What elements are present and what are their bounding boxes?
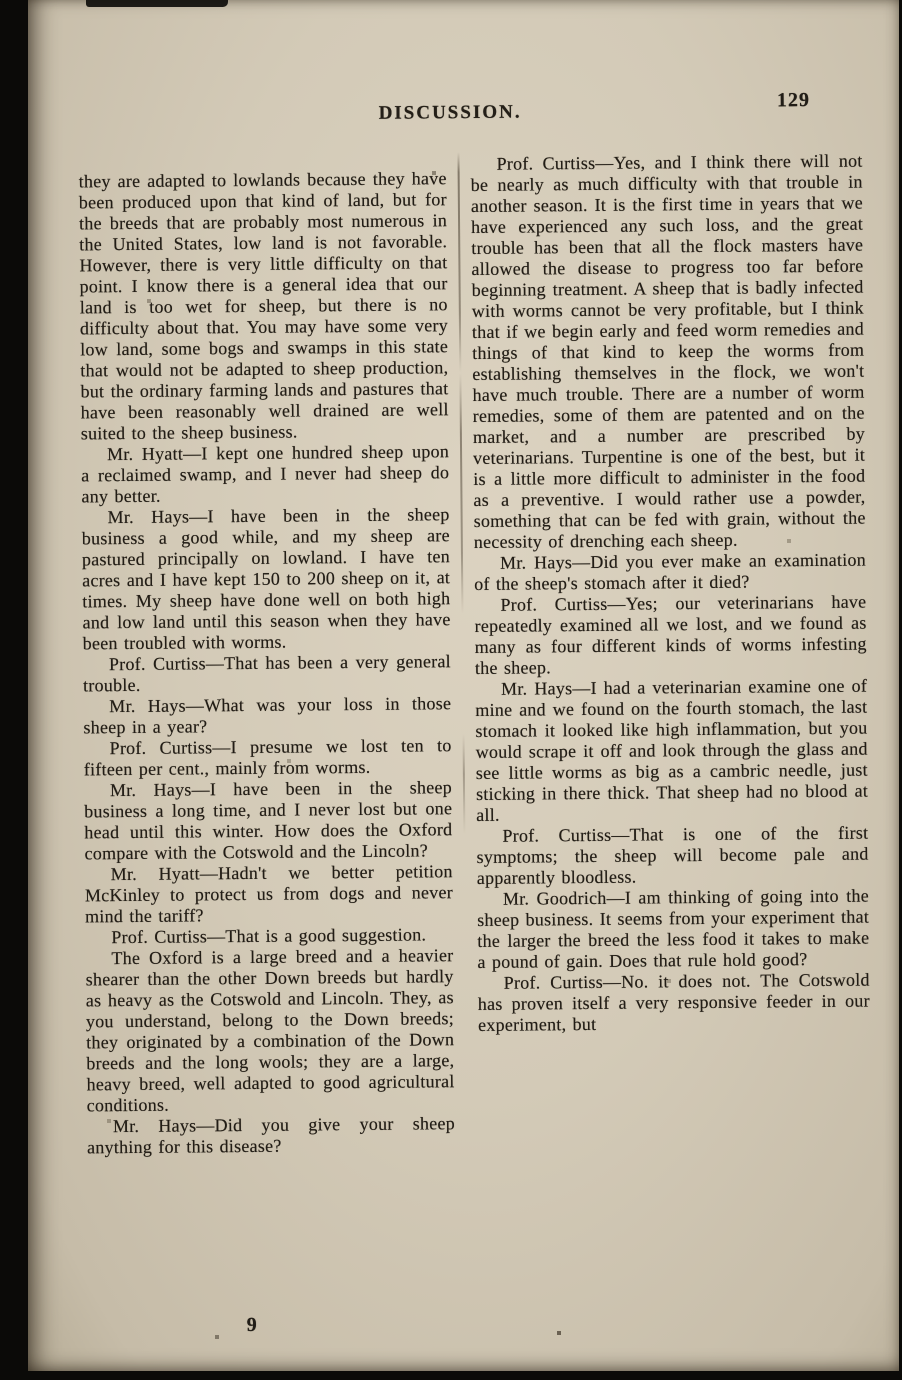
paragraph: Mr. Hays—I had a veterinarian examine one of mine and we found on the fourth stomach, the last stomach it looked like high inflammation, but you would scrape it off and look through the glass and see little worms as big as a cambric needle, just sticking in there thick. That sheep had no blood at all. [475,675,869,825]
scanned-page [28,0,899,1371]
paragraph: Mr. Hays—I have been in the sheep business a good while, and my sheep are pastured principally on lowland. I have ten acres and I have kept 150 to 200 sheep on it, at times. My sheep have done well on both high and low land until this season when they have been troubled with worms. [81,504,451,654]
page-number: 129 [776,89,811,112]
paragraph: Prof. Curtiss—Yes, and I think there will not be nearly as much difficulty with that trouble in another season. It is the first time in years that we have experienced any such loss, and the great trouble has been that all the flock masters have allowed the disease to progress too far before beginning treatment. A sheep that is badly infected with worms cannot be very profitable, but I think that if we begin early and feed worm remedies and things of that kind to keep the worms from establishing themselves in the flock, we won't have much trouble. There are a number of worm remedies, some of them are patented and on the market, and a number are prescribed by veterinarians. Turpentine is one of the best, but it is a little more difficult to administer in the food as a preventive. I would rather use a powder, something that can be fed with grain, without the necessity of drenching each sheep. [470,150,866,552]
paragraph: Prof. Curtiss—That is one of the first symptoms; the sheep will become pale and apparently bloodless. [476,822,869,888]
paragraph: Prof. Curtiss—I presume we lost ten to fifteen per cent., mainly from worms. [83,735,452,780]
page-content [78,89,871,1336]
paragraph: Mr. Hays—I have been in the sheep business a long time, and I never lost but one head until this winter. How does the Oxford compare with the Cotswold and the Lincoln? [84,777,453,864]
left-column [78,152,455,1158]
paragraph: Prof. Curtiss—That has been a very general trouble. [82,651,451,696]
paragraph: Prof. Curtiss—That is a good suggestion. [111,924,427,948]
paragraph: they are adapted to lowlands because they have been produced upon that kind of land, but for the breeds that are probably most numerous in the United States, low land is not favorable. However, there is very little difficulty on that point. I know there is a general idea that our land is too wet for sheep, but there is no difficulty about that. You may have some very low land, some bogs and swamps in this state that would not be adapted to sheep production, but the ordinary farming lands and pastures that have been reasonably well drained are well suited to the sheep business. [78,168,449,444]
paragraph: The Oxford is a large breed and a heavier shearer than the other Down breeds but hardly as heavy as the Cotswold and Lincoln. They, as you understand, belong to the Down breeds; they originated by a combination of the Down breeds and the long wools; they are a large, heavy breed, well adapted to good agricultural conditions. [85,945,455,1116]
paragraph: Prof. Curtiss—Yes; our veterinarians have repeatedly examined all we lost, and we found as many as four different kinds of worms infesting the sheep. [474,591,867,678]
paragraph: Mr. Goodrich—I am thinking of going into the sheep business. It seems from your experiment that the larger the breed the less food it takes to make a pound of gain. Does that rule hold good? [477,885,870,972]
paragraph: Prof. Curtiss—No. it does not. The Cotswold has proven itself a very responsive feeder in our experiment, but [477,969,870,1035]
paragraph: Mr. Hyatt—I kept one hundred sheep upon a reclaimed swamp, and I never had sheep do any better. [81,441,450,507]
scan-noise [28,0,30,2]
page-header [78,89,862,134]
scan-edge-mark [86,0,228,7]
footer-signature: 9 [246,1313,257,1336]
paragraph: Mr. Hays—What was your loss in those sheep in a year? [83,693,452,738]
paragraph: Mr. Hays—Did you ever make an examination of the sheep's stomach after it died? [474,549,867,594]
right-column [470,149,870,1036]
paragraph: Mr. Hays—Did you give your sheep anything for this disease? [87,1113,455,1158]
paragraph: Mr. Hyatt—Hadn't we better petition McKinley to protect us from dogs and never mind the tariff? [84,861,453,927]
two-column-text [78,149,871,1159]
page-title: DISCUSSION. [378,101,522,124]
column-divider [457,152,468,1155]
